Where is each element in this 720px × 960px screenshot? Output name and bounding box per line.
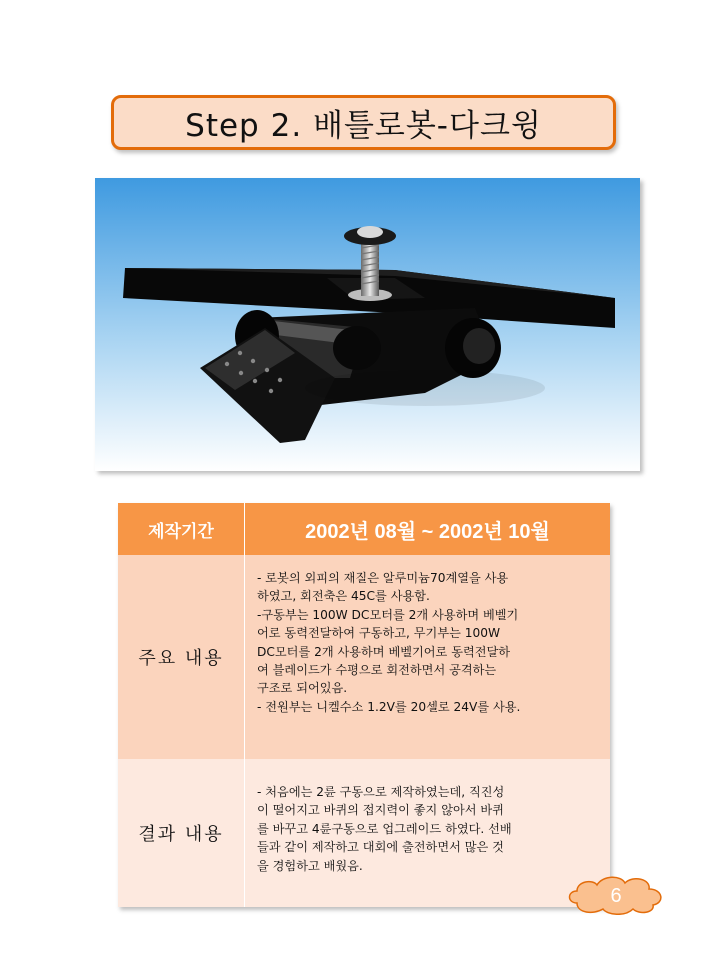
period-label: 제작기간 [148,521,214,542]
result-text: - 처음에는 2륜 구동으로 제작하였는데, 직진성 이 떨어지고 바퀴의 접지력이 좋지 않아서 바퀴 를 바꾸고 4륜구동으로 업그레이드 하였다. 선배 들과 같이 제작하고 대회에 출전하면서 많은 것 을 경험하고 배웠음. [257,785,512,873]
page-title: Step 2. 배틀로봇-다크윙 [185,108,542,144]
result-label: 결과 내용 [138,824,224,845]
table-row [118,759,610,907]
row-text-cell [245,555,610,759]
page-number-cloud-icon [563,873,668,915]
page-number: 6 [610,885,622,907]
title-box [111,95,616,150]
row-label-cell [118,759,245,907]
main-content-text: - 로봇의 외피의 재질은 알루미늄70계열을 사용 하였고, 회전축은 45C를 사용함. -구동부는 100W DC모터를 2개 사용하며 베벨기 어로 동력전달하여 구동하고, 무기부는 100W DC모터를 2개 사용하며 베벨기어로 동력전달하 여 블레이드가 수평으로 회전하면서 공격하는 구조로 되어있음. - 전원부는 니켈수소 1.2V를 20셀로 24V를 사용. [257,571,521,714]
table-row [118,555,610,759]
main-content-label: 주요 내용 [138,648,224,669]
robot-photo [95,178,640,471]
header-label-cell [118,503,245,555]
project-table [118,503,610,907]
row-text-cell [245,759,610,907]
period-value: 2002년 08월 ~ 2002년 10월 [305,520,550,543]
header-value-cell [245,503,610,555]
row-label-cell [118,555,245,759]
table-header-row [118,503,610,555]
